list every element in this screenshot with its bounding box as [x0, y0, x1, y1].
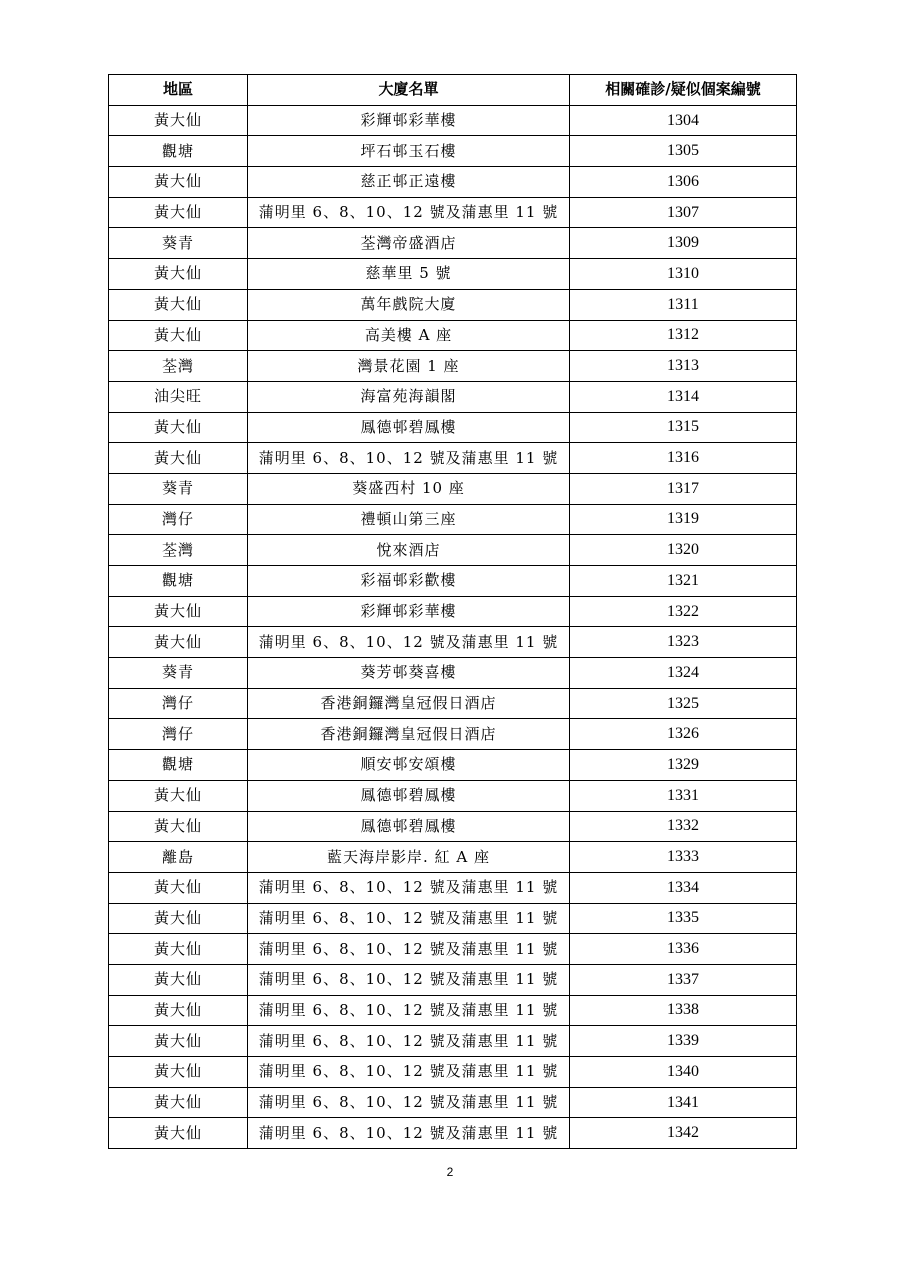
building-cell: 荃灣帝盛酒店: [248, 228, 570, 259]
case-number-cell: 1337: [570, 964, 797, 995]
case-number-cell: 1341: [570, 1087, 797, 1118]
district-cell: 黃大仙: [109, 412, 248, 443]
building-cell: 鳳德邨碧鳳樓: [248, 412, 570, 443]
case-number-cell: 1340: [570, 1057, 797, 1088]
case-number-cell: 1322: [570, 596, 797, 627]
district-cell: 黃大仙: [109, 934, 248, 965]
case-number-cell: 1317: [570, 473, 797, 504]
building-cell: 蒲明里 6、8、10、12 號及蒲惠里 11 號: [248, 872, 570, 903]
building-cell: 順安邨安頌樓: [248, 750, 570, 781]
table-row: [109, 381, 797, 412]
building-cell: 坪石邨玉石樓: [248, 136, 570, 167]
building-cell: 彩輝邨彩華樓: [248, 596, 570, 627]
district-cell: 灣仔: [109, 688, 248, 719]
district-cell: 黃大仙: [109, 627, 248, 658]
district-cell: 黃大仙: [109, 259, 248, 290]
case-number-cell: 1323: [570, 627, 797, 658]
district-cell: 黃大仙: [109, 167, 248, 198]
table-row: [109, 504, 797, 535]
case-number-cell: 1310: [570, 259, 797, 290]
table-row: [109, 136, 797, 167]
table-row: [109, 1118, 797, 1149]
table-row: [109, 473, 797, 504]
table-row: [109, 228, 797, 259]
table-row: [109, 842, 797, 873]
district-cell: 離島: [109, 842, 248, 873]
table-row: [109, 259, 797, 290]
case-number-cell: 1306: [570, 167, 797, 198]
district-cell: 黃大仙: [109, 964, 248, 995]
case-number-cell: 1332: [570, 811, 797, 842]
building-cell: 香港銅鑼灣皇冠假日酒店: [248, 688, 570, 719]
table-row: [109, 995, 797, 1026]
page-number: 2: [446, 1165, 454, 1179]
district-cell: 觀塘: [109, 136, 248, 167]
building-cell: 香港銅鑼灣皇冠假日酒店: [248, 719, 570, 750]
district-cell: 黃大仙: [109, 105, 248, 136]
table-row: [109, 566, 797, 597]
building-cell: 彩福邨彩歡樓: [248, 566, 570, 597]
case-number-cell: 1336: [570, 934, 797, 965]
case-number-cell: 1313: [570, 351, 797, 382]
district-cell: 黃大仙: [109, 780, 248, 811]
table-row: [109, 688, 797, 719]
case-number-cell: 1334: [570, 872, 797, 903]
case-number-cell: 1309: [570, 228, 797, 259]
header-district: 地區: [109, 75, 248, 106]
district-cell: 葵青: [109, 658, 248, 689]
district-cell: 油尖旺: [109, 381, 248, 412]
building-cell: 蒲明里 6、8、10、12 號及蒲惠里 11 號: [248, 1057, 570, 1088]
district-cell: 葵青: [109, 473, 248, 504]
district-cell: 黃大仙: [109, 197, 248, 228]
building-cell: 葵盛西村 10 座: [248, 473, 570, 504]
district-cell: 黃大仙: [109, 1026, 248, 1057]
case-number-cell: 1329: [570, 750, 797, 781]
building-cell: 蒲明里 6、8、10、12 號及蒲惠里 11 號: [248, 995, 570, 1026]
case-number-cell: 1331: [570, 780, 797, 811]
building-cell: 禮頓山第三座: [248, 504, 570, 535]
case-number-cell: 1314: [570, 381, 797, 412]
building-cell: 蒲明里 6、8、10、12 號及蒲惠里 11 號: [248, 443, 570, 474]
district-cell: 灣仔: [109, 504, 248, 535]
table-row: [109, 811, 797, 842]
building-cell: 蒲明里 6、8、10、12 號及蒲惠里 11 號: [248, 1087, 570, 1118]
header-case-number: 相關確診/疑似個案編號: [570, 75, 797, 106]
table-row: [109, 903, 797, 934]
district-cell: 黃大仙: [109, 596, 248, 627]
case-number-cell: 1319: [570, 504, 797, 535]
table-row: [109, 443, 797, 474]
case-number-cell: 1326: [570, 719, 797, 750]
building-cell: 海富苑海韻閣: [248, 381, 570, 412]
table-header-row: [109, 75, 797, 106]
case-number-cell: 1315: [570, 412, 797, 443]
building-list-table: [108, 74, 797, 1149]
district-cell: 觀塘: [109, 750, 248, 781]
building-cell: 慈正邨正遠樓: [248, 167, 570, 198]
case-number-cell: 1305: [570, 136, 797, 167]
building-cell: 高美樓 A 座: [248, 320, 570, 351]
case-number-cell: 1324: [570, 658, 797, 689]
building-cell: 慈華里 5 號: [248, 259, 570, 290]
table-row: [109, 750, 797, 781]
district-cell: 荃灣: [109, 535, 248, 566]
table-row: [109, 1087, 797, 1118]
building-cell: 鳳德邨碧鳳樓: [248, 780, 570, 811]
building-cell: 蒲明里 6、8、10、12 號及蒲惠里 11 號: [248, 964, 570, 995]
building-cell: 蒲明里 6、8、10、12 號及蒲惠里 11 號: [248, 903, 570, 934]
table-row: [109, 627, 797, 658]
building-cell: 葵芳邨葵喜樓: [248, 658, 570, 689]
building-cell: 蒲明里 6、8、10、12 號及蒲惠里 11 號: [248, 627, 570, 658]
district-cell: 葵青: [109, 228, 248, 259]
building-cell: 灣景花園 1 座: [248, 351, 570, 382]
case-number-cell: 1316: [570, 443, 797, 474]
district-cell: 黃大仙: [109, 995, 248, 1026]
table-row: [109, 1026, 797, 1057]
table-row: [109, 719, 797, 750]
building-cell: 蒲明里 6、8、10、12 號及蒲惠里 11 號: [248, 1026, 570, 1057]
case-number-cell: 1307: [570, 197, 797, 228]
case-number-cell: 1335: [570, 903, 797, 934]
table-row: [109, 351, 797, 382]
table-row: [109, 320, 797, 351]
building-cell: 蒲明里 6、8、10、12 號及蒲惠里 11 號: [248, 197, 570, 228]
table-row: [109, 658, 797, 689]
table-body: [109, 105, 797, 1148]
case-number-cell: 1339: [570, 1026, 797, 1057]
building-cell: 藍天海岸影岸. 紅 A 座: [248, 842, 570, 873]
district-cell: 黃大仙: [109, 903, 248, 934]
table-row: [109, 780, 797, 811]
case-number-cell: 1312: [570, 320, 797, 351]
district-cell: 黃大仙: [109, 289, 248, 320]
district-cell: 黃大仙: [109, 1057, 248, 1088]
table-row: [109, 596, 797, 627]
table-row: [109, 289, 797, 320]
district-cell: 黃大仙: [109, 1087, 248, 1118]
district-cell: 黃大仙: [109, 320, 248, 351]
case-number-cell: 1320: [570, 535, 797, 566]
building-cell: 蒲明里 6、8、10、12 號及蒲惠里 11 號: [248, 1118, 570, 1149]
table-row: [109, 535, 797, 566]
table-row: [109, 1057, 797, 1088]
building-cell: 萬年戲院大廈: [248, 289, 570, 320]
district-cell: 觀塘: [109, 566, 248, 597]
case-number-cell: 1304: [570, 105, 797, 136]
table-row: [109, 412, 797, 443]
district-cell: 黃大仙: [109, 1118, 248, 1149]
header-building-list: 大廈名單: [248, 75, 570, 106]
case-number-cell: 1333: [570, 842, 797, 873]
table-row: [109, 872, 797, 903]
district-cell: 黃大仙: [109, 811, 248, 842]
building-cell: 彩輝邨彩華樓: [248, 105, 570, 136]
case-number-cell: 1338: [570, 995, 797, 1026]
case-number-cell: 1342: [570, 1118, 797, 1149]
table-row: [109, 934, 797, 965]
case-number-cell: 1311: [570, 289, 797, 320]
district-cell: 灣仔: [109, 719, 248, 750]
district-cell: 荃灣: [109, 351, 248, 382]
case-number-cell: 1325: [570, 688, 797, 719]
district-cell: 黃大仙: [109, 443, 248, 474]
building-cell: 悅來酒店: [248, 535, 570, 566]
building-cell: 蒲明里 6、8、10、12 號及蒲惠里 11 號: [248, 934, 570, 965]
district-cell: 黃大仙: [109, 872, 248, 903]
table-row: [109, 197, 797, 228]
table-row: [109, 105, 797, 136]
case-number-cell: 1321: [570, 566, 797, 597]
building-cell: 鳳德邨碧鳳樓: [248, 811, 570, 842]
table-row: [109, 167, 797, 198]
table-row: [109, 964, 797, 995]
